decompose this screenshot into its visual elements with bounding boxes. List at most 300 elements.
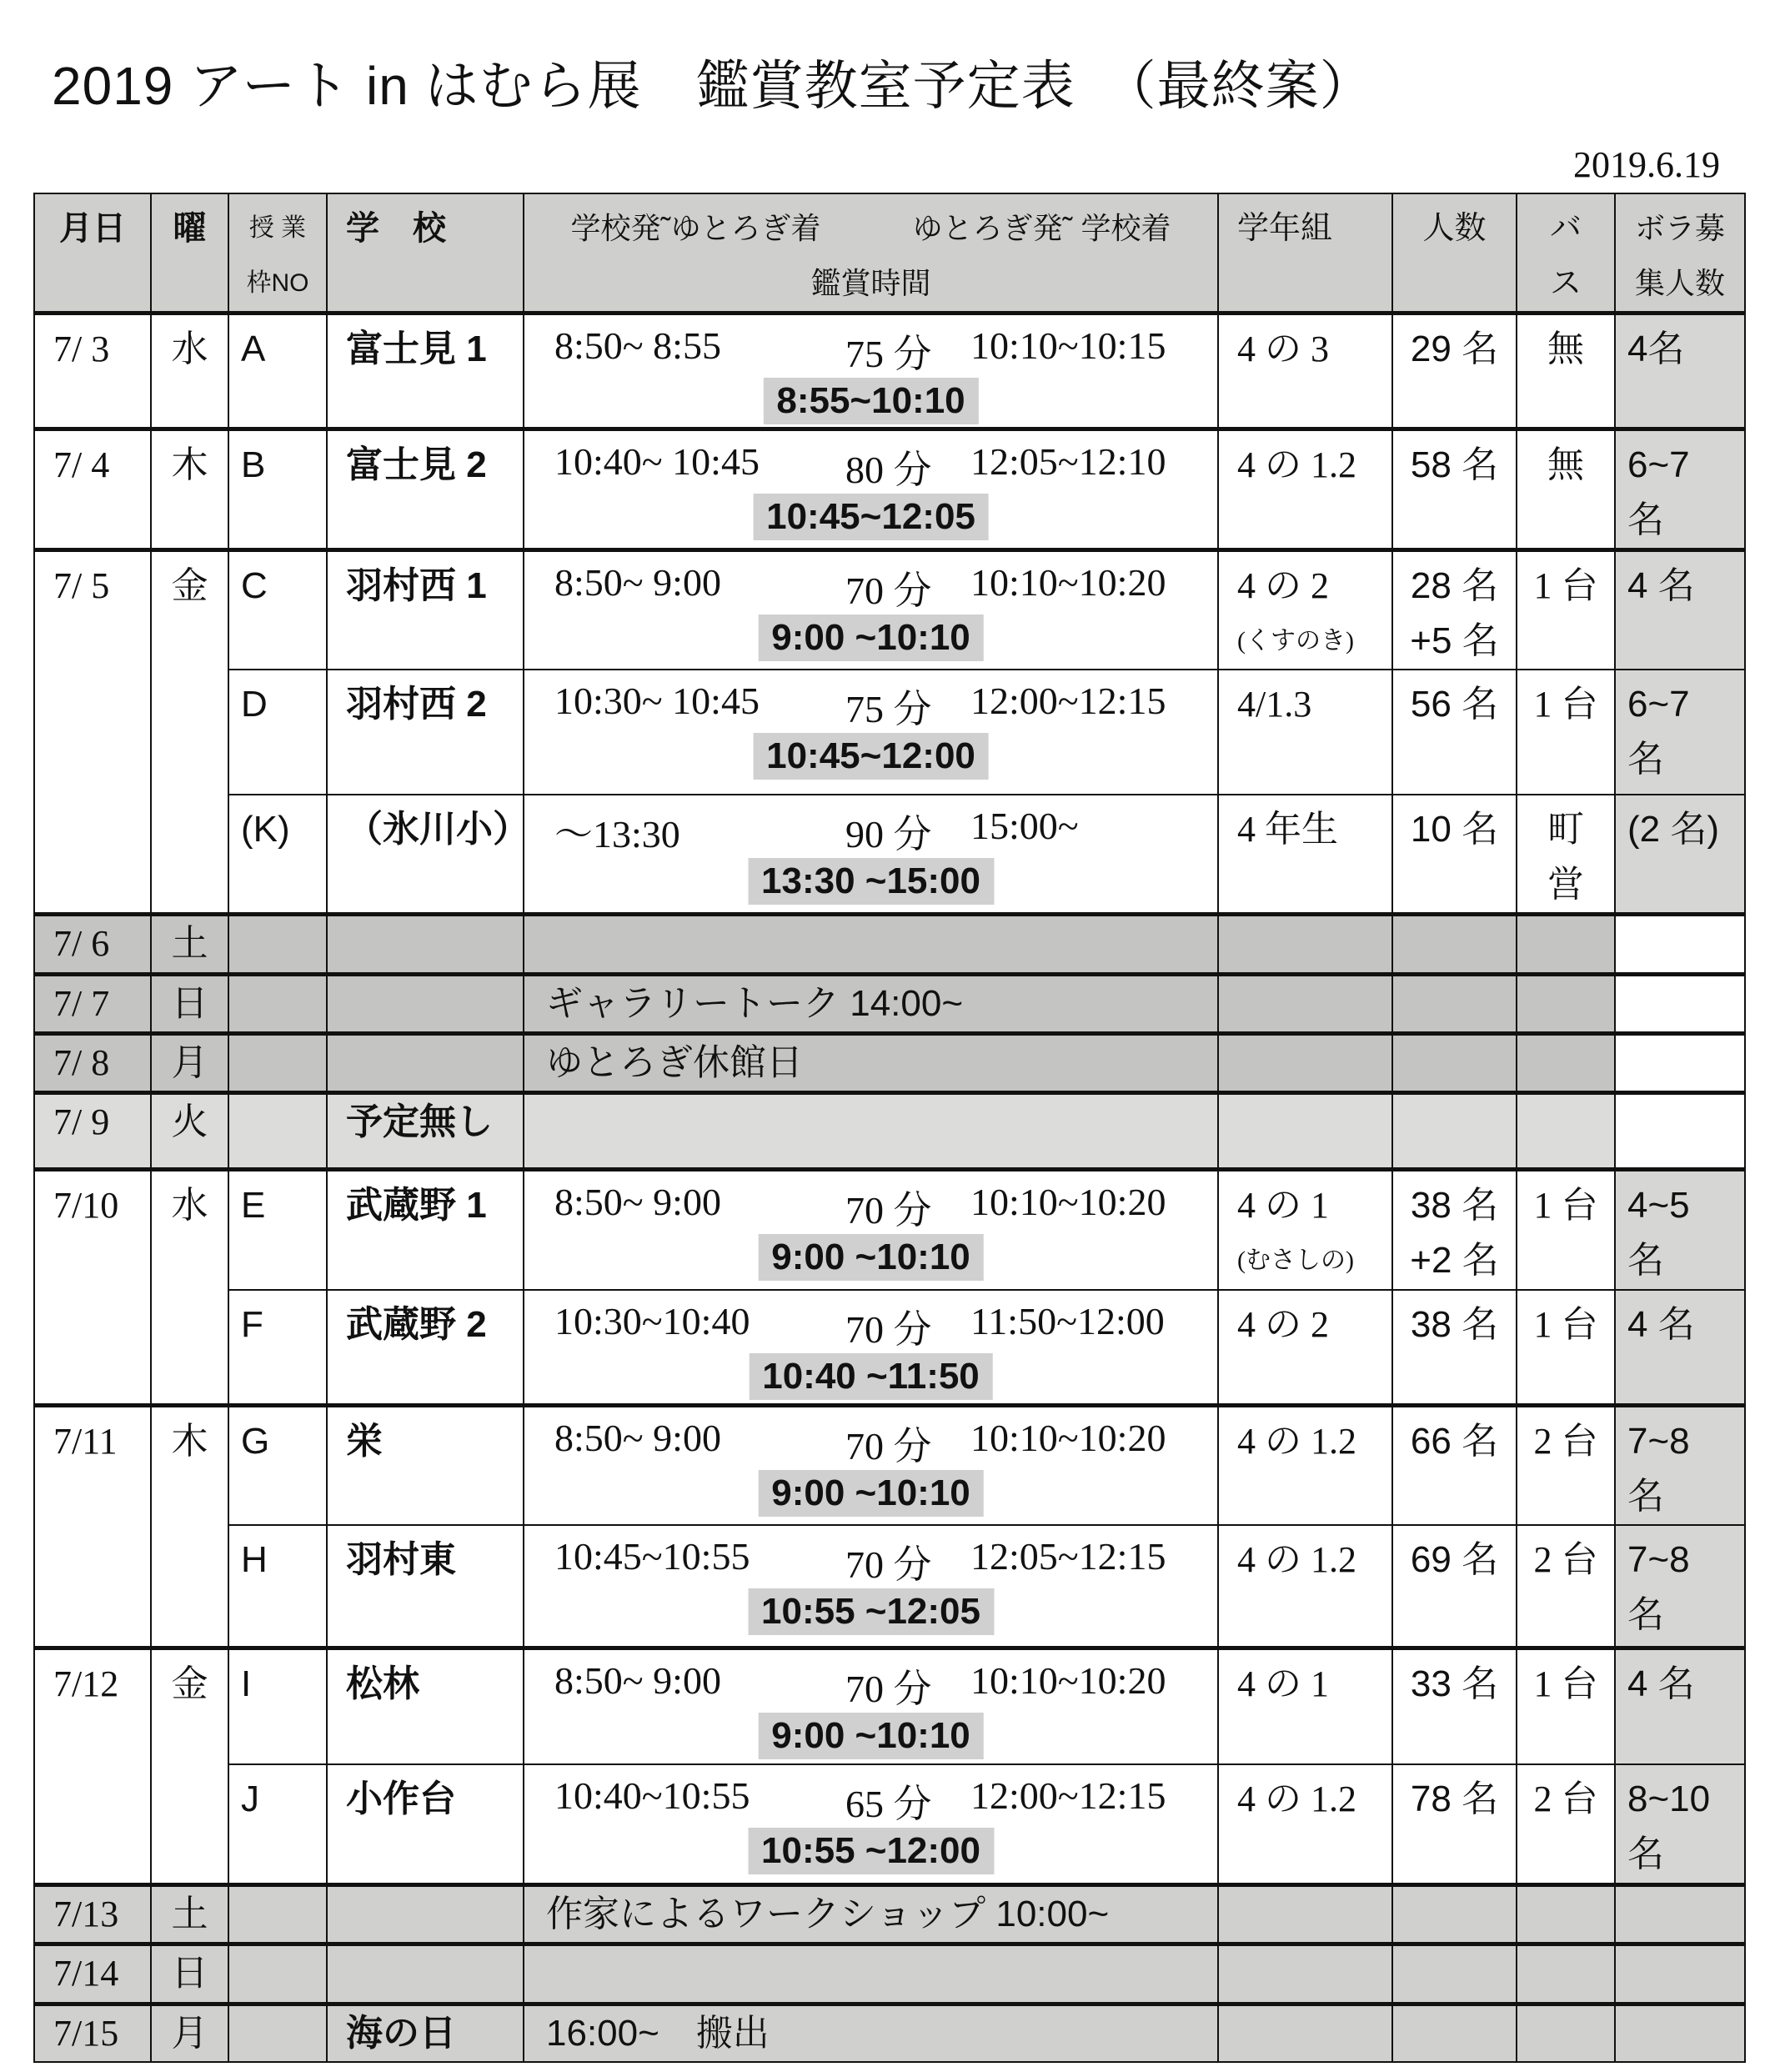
slot-cell [228,1525,327,1648]
viewing-duration: 70 分 [845,1189,932,1232]
volunteer-count: 名 [1627,499,1664,540]
student-count: 58 名 [1410,444,1499,485]
viewing-duration: 70 分 [845,1543,932,1586]
bus-cell [1517,2004,1615,2062]
school-cell [327,1093,524,1170]
student-count: 56 名 [1410,684,1499,725]
date-cell [34,550,151,915]
school-name: 武蔵野 1 [346,1185,487,1226]
event-note: 作家によるワークショップ 10:00~ [546,1893,1110,1934]
slot-text: E [241,1185,266,1226]
header-school [327,193,524,314]
count-cell [1392,1093,1517,1170]
date-text: 7/ 3 [53,329,110,369]
viewing-time: 13:30 ~15:00 [748,858,994,905]
session-times-cell [524,1525,1218,1648]
school-cell [327,550,524,670]
event-note: ギャラリートーク 14:00~ [546,983,964,1024]
weekday-cell [151,2004,228,2062]
slot-cell [228,1034,327,1093]
session-times-cell [524,1406,1218,1526]
depart-arrive-time: 8:50~ 9:00 [554,1181,721,1223]
grade-cell [1218,1093,1392,1170]
volunteers-cell [1615,1170,1745,1290]
grade-text: 4/1.3 [1237,684,1312,725]
depart-arrive-time: 10:40~10:55 [554,1774,750,1817]
bus-text: 2 台 [1533,1421,1598,1462]
viewing-duration: 65 分 [845,1783,932,1825]
bus-cell [1517,429,1615,550]
volunteer-count: 名 [1627,1834,1664,1874]
viewing-time: 9:00 ~10:10 [758,615,984,661]
bus-text: 町 営 [1547,809,1584,905]
school-cell [327,975,524,1034]
depart-return-time: 10:10~10:20 [970,561,1166,604]
viewing-time: 9:00 ~10:10 [758,1234,984,1281]
depart-arrive-time: 10:30~10:40 [554,1299,750,1342]
header-date-label: 月日 [59,210,126,247]
slot-text: G [241,1421,270,1462]
viewing-time: 10:45~12:05 [753,494,989,540]
date-cell [34,915,151,975]
school-name: （氷川小） [346,809,529,850]
weekday-cell [151,1406,228,1648]
depart-arrive-time: 10:40~ 10:45 [554,440,760,483]
volunteers-cell [1615,1648,1745,1764]
special-day-row [34,1944,1745,2004]
volunteer-count: 7~8 [1627,1421,1690,1462]
school-name: 羽村西 2 [346,684,487,725]
date-text: 7/ 5 [53,565,110,606]
weekday-cell [151,975,228,1034]
date-cell [34,1034,151,1093]
session-times-cell [524,429,1218,550]
bus-cell [1517,314,1615,429]
depart-return-time: 12:00~12:15 [970,680,1166,722]
session-row [34,1525,1745,1648]
weekday-text: 日 [171,1952,208,1994]
date-text: 7/ 4 [53,444,110,485]
volunteers-cell [1615,915,1745,975]
volunteers-cell [1615,1764,1745,1884]
viewing-time: 9:00 ~10:10 [758,1713,984,1759]
note-cell [524,1093,1218,1170]
student-count: 33 名 [1410,1663,1499,1704]
event-note: ゆとろぎ休館日 [546,1042,803,1083]
date-cell [34,1170,151,1406]
volunteer-count: (2 名) [1627,809,1719,850]
header-session-line1 [524,201,1217,256]
depart-arrive-time: 8:50~ 8:55 [554,324,721,367]
school-cell [327,1525,524,1648]
school-name: 羽村西 1 [346,565,487,606]
weekday-text: 月 [171,1042,208,1083]
grade-cell [1218,550,1392,670]
date-text: 7/ 9 [53,1101,110,1142]
depart-arrive-time: 8:50~ 9:00 [554,1417,721,1459]
count-cell [1392,429,1517,550]
school-name: 富士見 2 [346,444,487,485]
grade-text: 4 の 3 [1237,329,1329,369]
header-bus-label: ス [1549,266,1582,301]
weekday-cell [151,1170,228,1406]
student-count: 66 名 [1410,1421,1499,1462]
count-cell [1392,1406,1517,1526]
grade-cell [1218,795,1392,915]
slot-cell [228,1944,327,2004]
volunteers-cell [1615,1525,1745,1648]
slot-text: (K) [241,809,290,850]
viewing-duration: 80 分 [845,449,932,491]
note-cell [524,975,1218,1034]
volunteer-count: 名 [1627,1594,1664,1635]
weekday-text: 火 [171,1101,208,1142]
special-day-row [34,975,1745,1034]
slot-text: A [241,329,266,369]
school-cell [327,1884,524,1944]
weekday-text: 水 [171,329,208,369]
volunteers-cell [1615,1406,1745,1526]
bus-cell [1517,1525,1615,1648]
header-grade-label: 学年組 [1237,211,1333,246]
school-text: 海の日 [346,2012,456,2054]
school-cell [327,2004,524,2062]
grade-cell [1218,1525,1392,1648]
session-row [34,1764,1745,1884]
bus-cell [1517,1290,1615,1406]
school-cell [327,1170,524,1290]
session-row [34,429,1745,550]
viewing-duration: 70 分 [845,1667,932,1710]
bus-cell [1517,550,1615,670]
slot-cell [228,1170,327,1290]
depart-return-time: 10:10~10:20 [970,1658,1166,1702]
depart-arrive-time: 8:50~ 9:00 [554,1658,721,1702]
student-count: 38 名 [1410,1185,1499,1226]
volunteer-count: 4 名 [1627,1303,1695,1345]
grade-text: 4 の 1.2 [1237,1779,1356,1819]
slot-cell [228,915,327,975]
school-cell [327,1648,524,1764]
header-weekday-label: 曜 [173,210,207,247]
depart-return-time: 15:00~ [970,805,1079,847]
session-times-cell [524,1648,1218,1764]
header-depart-label: 学校発˜ゆとろぎ着 [570,211,821,245]
slot-text: B [241,444,266,485]
school-name: 武蔵野 2 [346,1303,487,1345]
note-cell [524,2004,1218,2062]
bus-cell [1517,1944,1615,2004]
grade-cell [1218,915,1392,975]
weekday-text: 月 [171,2012,208,2054]
count-cell [1392,1034,1517,1093]
count-cell [1392,314,1517,429]
student-count: 38 名 [1410,1303,1499,1345]
grade-cell [1218,1034,1392,1093]
header-grade [1218,193,1392,314]
date-text: 7/12 [53,1663,119,1704]
bus-cell [1517,1648,1615,1764]
bus-text: 1 台 [1533,1185,1598,1226]
grade-text: 4 の 1 [1237,1185,1329,1226]
header-weekday [151,193,228,314]
grade-cell [1218,1764,1392,1884]
note-cell [524,1884,1218,1944]
header-return-label: ゆとろぎ発˜ 学校着 [912,211,1171,245]
count-cell [1392,670,1517,795]
date-cell [34,975,151,1034]
header-volunteers-label: 集人数 [1634,266,1725,300]
depart-arrive-time: 10:45~10:55 [554,1535,750,1578]
volunteers-cell [1615,1884,1745,1944]
depart-return-time: 12:00~12:15 [970,1774,1166,1817]
slot-cell [228,1290,327,1406]
session-times-cell [524,670,1218,795]
student-count: 29 名 [1410,329,1499,369]
date-cell [34,314,151,429]
session-times-cell [524,795,1218,915]
header-count-label: 人数 [1422,211,1487,246]
session-times-cell [524,1290,1218,1406]
school-name: 羽村東 [346,1539,456,1580]
grade-cell [1218,314,1392,429]
viewing-time: 10:45~12:00 [753,733,989,780]
viewing-duration: 75 分 [845,333,932,375]
weekday-text: 木 [171,444,208,485]
weekday-cell [151,1093,228,1170]
slot-cell [228,1764,327,1884]
volunteers-cell [1615,795,1745,915]
count-cell [1392,1648,1517,1764]
grade-cell [1218,1944,1392,2004]
session-row [34,314,1745,429]
depart-return-time: 12:05~12:15 [970,1535,1166,1578]
school-name: 松林 [346,1663,419,1704]
depart-arrive-time: 8:50~ 9:00 [554,561,721,604]
grade-cell [1218,1884,1392,1944]
slot-cell [228,795,327,915]
volunteer-count: 6~7 [1627,444,1690,485]
schedule-table [33,193,1746,2063]
count-cell [1392,2004,1517,2062]
grade-text: 4 年生 [1237,809,1338,850]
date-text: 7/15 [53,2012,119,2054]
weekday-text: 日 [171,983,208,1024]
bus-text: 無 [1547,329,1584,369]
depart-return-time: 11:50~12:00 [970,1299,1165,1342]
date-cell [34,1944,151,2004]
bus-cell [1517,975,1615,1034]
header-bus-label: バ [1549,211,1582,246]
volunteers-cell [1615,1944,1745,2004]
volunteer-count: 名 [1627,1476,1664,1517]
school-name: 栄 [346,1421,383,1462]
session-times-cell [524,314,1218,429]
grade-cell [1218,975,1392,1034]
weekday-cell [151,1884,228,1944]
date-text: 7/14 [53,1952,119,1994]
session-row [34,1290,1745,1406]
page-title: 2019 アート in はむら展 鑑賞教室予定表 （最終案） [52,56,1374,116]
bus-text: 1 台 [1533,1303,1598,1345]
bus-text: 2 台 [1533,1779,1598,1819]
date-text: 7/ 6 [53,923,110,964]
weekday-cell [151,314,228,429]
viewing-duration: 70 分 [845,569,932,612]
date-text: 7/10 [53,1185,119,1226]
grade-text: 4 の 2 [1237,565,1329,606]
bus-cell [1517,1170,1615,1290]
school-cell [327,1406,524,1526]
school-text: 予定無し [346,1101,493,1142]
student-count: 69 名 [1410,1539,1499,1580]
depart-arrive-time: 10:30~ 10:45 [554,680,760,722]
viewing-duration: 75 分 [845,688,932,730]
weekday-cell [151,1648,228,1884]
count-cell [1392,1290,1517,1406]
special-day-row [34,1034,1745,1093]
depart-return-time: 10:10~10:20 [970,1181,1166,1223]
volunteers-cell [1615,975,1745,1034]
grade-cell [1218,1170,1392,1290]
header-row [34,193,1745,314]
slot-cell [228,429,327,550]
special-day-row [34,1093,1745,1170]
header-count [1392,193,1517,314]
weekday-text: 木 [171,1421,208,1462]
date-cell [34,1406,151,1648]
slot-text: F [241,1303,263,1345]
school-cell [327,795,529,915]
school-cell [327,915,524,975]
session-times-cell [524,550,1218,670]
volunteer-count: 4 名 [1627,565,1695,606]
volunteers-cell [1615,550,1745,670]
session-row [34,1648,1745,1764]
date-cell [34,2004,151,2062]
viewing-time: 10:55 ~12:05 [748,1588,994,1635]
school-name: 富士見 1 [346,329,487,369]
grade-note: (くすのき) [1237,627,1354,655]
slot-cell [228,975,327,1034]
grade-text: 4 の 1 [1237,1663,1329,1704]
slot-text: D [241,684,268,725]
bus-cell [1517,1093,1615,1170]
date-text: 7/13 [53,1893,119,1934]
volunteer-count: 名 [1627,739,1664,780]
bus-cell [1517,1764,1615,1884]
count-cell [1392,915,1517,975]
grade-cell [1218,429,1392,550]
grade-cell [1218,1406,1392,1526]
session-times-cell [524,1764,1218,1884]
slot-text: J [241,1779,259,1819]
depart-return-time: 10:10~10:20 [970,1417,1166,1459]
school-cell [327,1764,524,1884]
student-count: +5 名 [1410,620,1499,661]
weekday-cell [151,915,228,975]
slot-cell [228,2004,327,2062]
volunteers-cell [1615,1034,1745,1093]
grade-text: 4 の 2 [1237,1303,1329,1345]
volunteer-count: 6~7 [1627,684,1690,725]
weekday-text: 金 [171,565,208,606]
student-count: 10 名 [1410,809,1499,850]
date-text: 7/ 7 [53,983,110,1024]
slot-cell [228,670,327,795]
bus-text: 1 台 [1533,565,1598,606]
depart-arrive-time: ～13:30 [554,813,680,855]
event-note: 16:00~ 搬出 [546,2012,770,2054]
weekday-text: 金 [171,1663,208,1704]
volunteers-cell [1615,314,1745,429]
volunteers-cell [1615,2004,1745,2062]
viewing-time: 8:55~10:10 [763,378,978,424]
slot-cell [228,314,327,429]
bus-text: 無 [1547,444,1584,485]
header-slot-label: 授 業 [248,214,307,242]
special-day-row [34,2004,1745,2062]
header-viewing-label: 鑑賞時間 [810,266,931,300]
weekday-text: 水 [171,1185,208,1226]
bus-text: 1 台 [1533,1663,1598,1704]
grade-note: (むさしの) [1237,1247,1354,1274]
count-cell [1392,795,1517,915]
student-count: 28 名 [1410,565,1499,606]
header-bus [1517,193,1615,314]
header-volunteers [1615,193,1745,314]
depart-return-time: 12:05~12:10 [970,440,1166,483]
volunteer-count: 4~5 [1627,1185,1690,1226]
slot-cell [228,1093,327,1170]
slot-text: C [241,565,268,606]
viewing-duration: 70 分 [845,1425,932,1467]
date-cell [34,1648,151,1884]
bus-cell [1517,795,1615,915]
bus-text: 1 台 [1533,684,1598,725]
weekday-cell [151,1944,228,2004]
header-slot-label: 枠NO [246,269,309,297]
volunteers-cell [1615,670,1745,795]
count-cell [1392,1170,1517,1290]
note-cell [524,1034,1218,1093]
date-cell [34,1093,151,1170]
school-cell [327,429,524,550]
session-row [34,1406,1745,1526]
bus-cell [1517,1406,1615,1526]
header-school-label: 学 校 [346,210,446,247]
session-times-cell [524,1170,1218,1290]
note-cell [524,915,1218,975]
count-cell [1392,1525,1517,1648]
session-row [34,795,1745,915]
school-cell [327,1034,524,1093]
note-cell [524,1944,1218,2004]
viewing-time: 9:00 ~10:10 [758,1470,984,1517]
volunteer-count: 4 名 [1627,1663,1695,1704]
school-name: 小作台 [346,1779,456,1819]
weekday-text: 土 [171,1893,208,1934]
header-volunteers-label: ボラ募 [1634,211,1725,245]
slot-cell [228,1648,327,1764]
grade-cell [1218,2004,1392,2062]
document-date: 2019.6.19 [1573,144,1720,185]
grade-cell [1218,1648,1392,1764]
bus-cell [1517,670,1615,795]
count-cell [1392,550,1517,670]
date-cell [34,1884,151,1944]
date-text: 7/ 8 [53,1042,110,1083]
